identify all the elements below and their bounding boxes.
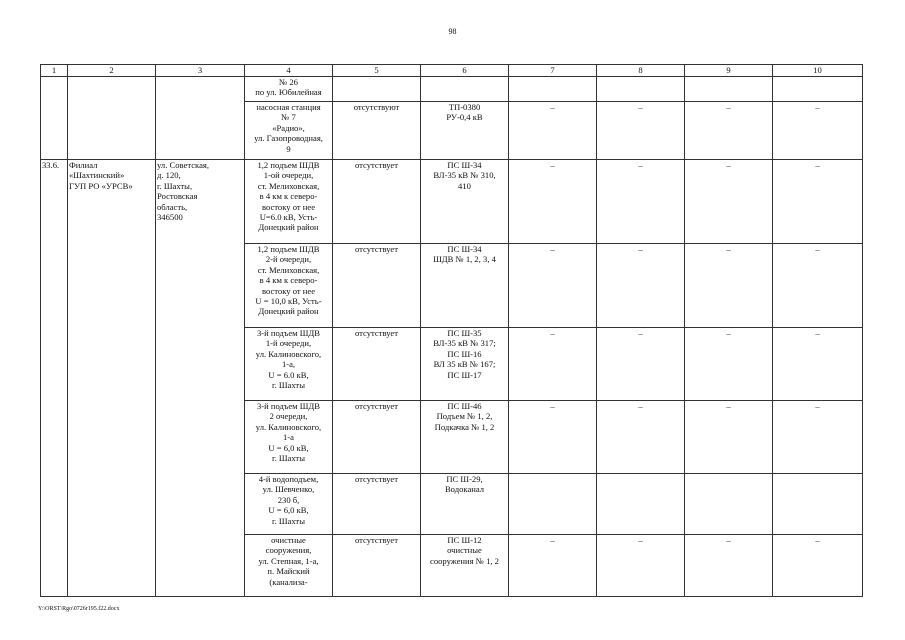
col8-cell: – — [597, 328, 685, 401]
data-table — [40, 64, 863, 597]
source-cell: ПС Ш-29, Водоканал — [421, 474, 509, 535]
table-row — [41, 160, 863, 244]
col8-cell: – — [597, 102, 685, 160]
station-cell: № 26 по ул. Юбилейная — [245, 77, 333, 102]
station-cell: 4-й водоподъем, ул. Шевченко, 230 б, U = 6,0 кВ, г. Шахты — [245, 474, 333, 535]
col7-cell: – — [509, 244, 597, 328]
header-row — [41, 65, 863, 77]
col9-cell: – — [685, 244, 773, 328]
col-header-1: 1 — [41, 65, 68, 77]
col10-cell: – — [773, 160, 863, 244]
col-header-3: 3 — [156, 65, 245, 77]
source-cell: ПС Ш-34 ШДВ № 1, 2, 3, 4 — [421, 244, 509, 328]
station-cell: очистные сооружения, ул. Степная, 1-а, п. Майский (канализа- — [245, 535, 333, 597]
col7-cell: – — [509, 328, 597, 401]
cell-empty — [773, 77, 863, 102]
state-cell: отсутствует — [333, 160, 421, 244]
col9-cell: – — [685, 535, 773, 597]
col8-cell: – — [597, 401, 685, 474]
col10-cell: – — [773, 102, 863, 160]
col-header-4: 4 — [245, 65, 333, 77]
cell-empty — [68, 77, 156, 160]
col-header-5: 5 — [333, 65, 421, 77]
col8-cell: – — [597, 535, 685, 597]
col9-cell: – — [685, 328, 773, 401]
state-cell: отсутствует — [333, 401, 421, 474]
col-header-2: 2 — [68, 65, 156, 77]
cell-empty — [597, 77, 685, 102]
source-cell: ПС Ш-34 ВЛ-35 кВ № 310, 410 — [421, 160, 509, 244]
station-cell: 3-й подъем ШДВ 2 очереди, ул. Калиновского, 1-а U = 6,0 кВ, г. Шахты — [245, 401, 333, 474]
col9-cell: – — [685, 160, 773, 244]
source-cell: ПС Ш-46 Подъем № 1, 2, Подкачка № 1, 2 — [421, 401, 509, 474]
entry-number: 33.6. — [41, 160, 68, 597]
page-number: 98 — [448, 27, 457, 36]
col-header-7: 7 — [509, 65, 597, 77]
station-cell: 3-й подъем ШДВ 1-й очереди, ул. Калиновского, 1-а, U = 6.0 кВ, г. Шахты — [245, 328, 333, 401]
station-cell: насосная станция № 7 «Радио», ул. Газопроводная, 9 — [245, 102, 333, 160]
state-cell: отсутствует — [333, 328, 421, 401]
table-row — [41, 77, 863, 102]
organization-cell: Филиал «Шахтинский» ГУП РО «УРСВ» — [68, 160, 156, 597]
cell-empty — [333, 77, 421, 102]
col8-cell — [597, 474, 685, 535]
col9-cell — [685, 474, 773, 535]
col10-cell — [773, 474, 863, 535]
col-header-10: 10 — [773, 65, 863, 77]
col7-cell — [509, 474, 597, 535]
col7-cell: – — [509, 401, 597, 474]
station-cell: 1,2 подъем ШДВ 1-ой очереди, ст. Мелиховская, в 4 км к северо- востоку от нее U=6.0 кВ, Усть- Донецкий район — [245, 160, 333, 244]
col10-cell: – — [773, 328, 863, 401]
col-header-6: 6 — [421, 65, 509, 77]
station-cell: 1,2 подъем ШДВ 2-й очереди, ст. Мелиховская, в 4 км к северо- востоку от нее U = 10,0 кВ, Усть- Донецкий район — [245, 244, 333, 328]
address-cell: ул. Советская, д. 120, г. Шахты, Ростовская область, 346500 — [156, 160, 245, 597]
col7-cell: – — [509, 535, 597, 597]
state-cell: отсутствует — [333, 244, 421, 328]
source-cell: ПС Ш-12 очистные сооружения № 1, 2 — [421, 535, 509, 597]
col8-cell: – — [597, 160, 685, 244]
state-cell: отсутствует — [333, 474, 421, 535]
source-cell: ПС Ш-35 ВЛ-35 кВ № 317; ПС Ш-16 ВЛ 35 кВ № 167; ПС Ш-17 — [421, 328, 509, 401]
col10-cell: – — [773, 535, 863, 597]
cell-empty — [509, 77, 597, 102]
cell-empty — [685, 77, 773, 102]
source-cell: ТП-0380 РУ-0,4 кВ — [421, 102, 509, 160]
col-header-8: 8 — [597, 65, 685, 77]
state-cell: отсутствует — [333, 535, 421, 597]
cell-empty — [421, 77, 509, 102]
col10-cell: – — [773, 244, 863, 328]
col7-cell: – — [509, 102, 597, 160]
footer-file-path: Y:\ORST\Rgo\0726r195.f22.docx — [38, 606, 120, 612]
col9-cell: – — [685, 401, 773, 474]
cell-empty — [41, 77, 68, 160]
col7-cell: – — [509, 160, 597, 244]
cell-empty — [156, 77, 245, 160]
col10-cell: – — [773, 401, 863, 474]
col-header-9: 9 — [685, 65, 773, 77]
col8-cell: – — [597, 244, 685, 328]
state-cell: отсутствуют — [333, 102, 421, 160]
col9-cell: – — [685, 102, 773, 160]
